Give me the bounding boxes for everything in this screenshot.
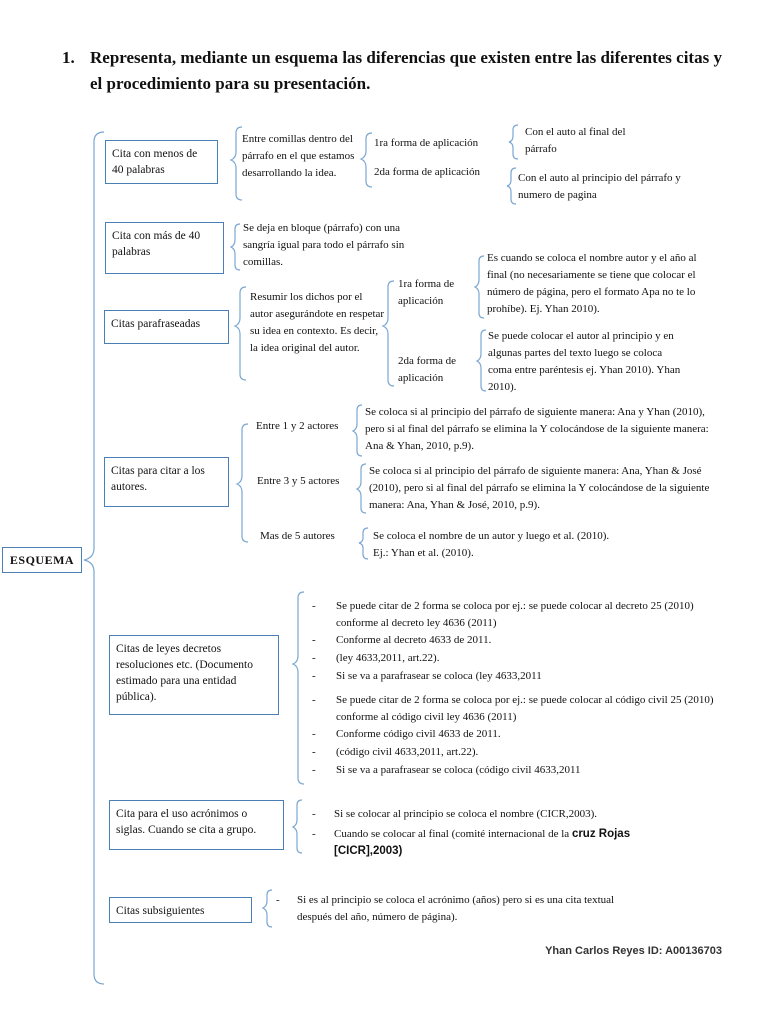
parafraseadas-forma2-desc: Se puede colocar el autor al principio y en algunas partes del texto luego se coloca coma entre paréntesis ej. Yhan 2010). Yhan 2010). [488, 330, 681, 393]
brace-autores-r2 [357, 464, 366, 513]
leyes-g2-item: (código civil 4633,2011, art.22). [336, 746, 479, 758]
question-number: 1. [62, 48, 75, 67]
autores-r1-label: Entre 1 y 2 actores [256, 420, 339, 432]
main-brace [84, 132, 104, 984]
brace-para-forma2 [477, 330, 486, 391]
parafraseadas-forma2: 2da forma de aplicación [398, 355, 457, 384]
brace-parafraseadas [235, 287, 246, 380]
author-signature: Yhan Carlos Reyes ID: A00136703 [545, 945, 722, 957]
menos40-forma1: 1ra forma de aplicación [374, 137, 479, 149]
autores-r3-desc: Se coloca el nombre de un autor y luego et al. (2010). Ej.: Yhan et al. (2010). [373, 530, 610, 559]
menos40-forma2: 2da forma de aplicación [374, 166, 480, 178]
box-leyes: Citas de leyes decretos resoluciones etc. (Documento estimado para una entidad pública). [109, 635, 279, 715]
autores-r1-desc: Se coloca si al principio del párrafo de siguiente manera: Ana y Yhan (2010), pero si al final del párrafo se elimina la Y colocándose de la siguiente manera: Ana & Yhan, 2010, p.9). [365, 406, 709, 452]
bullet-dash: - [276, 894, 280, 906]
bullet-dash: - [312, 828, 316, 840]
leyes-g2-item: Se puede citar de 2 forma se coloca por ej.: se puede colocar al código civil 25 (2010) conforme al código civil ley 4636 (2011) [336, 694, 714, 723]
box-menos40: Cita con menos de 40 palabras [105, 140, 218, 184]
leyes-g1-item: Si se va a parafrasear se coloca (ley 4633,2011 [336, 670, 542, 682]
box-autores: Citas para citar a los autores. [104, 457, 229, 507]
menos40-desc: Entre comillas dentro del párrafo en el que estamos desarrollando la idea. [242, 133, 355, 179]
brace-mas40 [231, 224, 240, 270]
brace-forma2 [507, 168, 516, 204]
acronimos-item-2-bold2: [CICR],2003) [334, 845, 403, 857]
mas40-desc: Se deja en bloque (párrafo) con una sangría igual para todo el párrafo sin comillas. [243, 222, 405, 268]
acronimos-item-2-prefix: Cuando se colocar al final (comité internacional de la [334, 828, 570, 840]
box-acronimos: Cita para el uso acrónimos o siglas. Cuando se cita a grupo. [109, 800, 284, 850]
bullet-dash: - [312, 808, 316, 820]
acronimos-item-2-bold: cruz Rojas [571, 828, 631, 840]
brace-menos40 [231, 127, 242, 200]
bullet-dash: - [312, 652, 316, 664]
box-mas40: Cita con más de 40 palabras [105, 222, 224, 274]
menos40-forma2-desc: Con el auto al principio del párrafo y numero de pagina [518, 172, 681, 201]
brace-subsiguientes [263, 890, 272, 927]
brace-autores [237, 424, 248, 542]
bullet-dash: - [312, 670, 316, 682]
esquema-root: ESQUEMA [2, 547, 82, 573]
brace-leyes [293, 592, 304, 784]
brace-menos40-formas [361, 133, 372, 187]
bullet-dash: - [312, 764, 316, 776]
acronimos-item-2 [334, 826, 714, 860]
parafraseadas-desc: Resumir los dichos por el autor asegurándote en respetar su idea en contexto. Es decir, la idea original del autor. [250, 291, 385, 354]
menos40-forma1-desc: Con el auto al final del párrafo [525, 126, 626, 155]
brace-autores-r1 [353, 405, 362, 456]
leyes-g1-item: (ley 4633,2011, art.22). [336, 652, 440, 664]
bullet-dash: - [312, 600, 316, 612]
brace-para-forma1 [475, 256, 484, 318]
box-parafraseadas: Citas parafraseadas [104, 310, 229, 344]
brace-autores-r3 [359, 528, 368, 559]
leyes-g2-item: Si se va a parafrasear se coloca (código civil 4633,2011 [336, 764, 581, 776]
autores-r2-label: Entre 3 y 5 actores [257, 475, 340, 487]
bullet-dash: - [312, 728, 316, 740]
subsiguientes-desc: Si es al principio se coloca el acrónimo (años) pero si es una cita textual después del año, número de página). [297, 894, 615, 923]
title-line-1: Representa, mediante un esquema las diferencias que existen entre las diferentes citas y [90, 48, 722, 67]
leyes-g1-item: Conforme al decreto 4633 de 2011. [336, 634, 492, 646]
parafraseadas-forma1-desc: Es cuando se coloca el nombre autor y el año al final (no necesariamente se tiene que colocar el número de página, pero el formato Apa no te lo prohíbe). Ej. Yhan 2010). [487, 252, 697, 315]
title-line-2: el procedimiento para su presentación. [90, 74, 371, 93]
bullet-dash: - [312, 694, 316, 706]
bullet-dash: - [312, 746, 316, 758]
autores-r3-label: Mas de 5 autores [260, 530, 335, 542]
box-subsiguientes: Citas subsiguientes [109, 897, 252, 923]
brace-forma1 [509, 125, 518, 159]
acronimos-item-1: Si se colocar al principio se coloca el nombre (CICR,2003). [334, 808, 598, 820]
leyes-g1-item: Se puede citar de 2 forma se coloca por ej.: se puede colocar al decreto 25 (2010) conforme al decreto ley 4636 (2011) [336, 600, 694, 629]
parafraseadas-forma1: 1ra forma de aplicación [398, 278, 455, 307]
brace-acronimos [293, 800, 302, 853]
bullet-dash: - [312, 634, 316, 646]
autores-r2-desc: Se coloca si al principio del párrafo de siguiente manera: Ana, Yhan & José (2010), pero si al final del párrafo se elimina la Y colocándose de la siguiente manera: Ana, Yhan & José, 2010, p.9). [369, 465, 710, 511]
leyes-g2-item: Conforme código civil 4633 de 2011. [336, 728, 501, 740]
